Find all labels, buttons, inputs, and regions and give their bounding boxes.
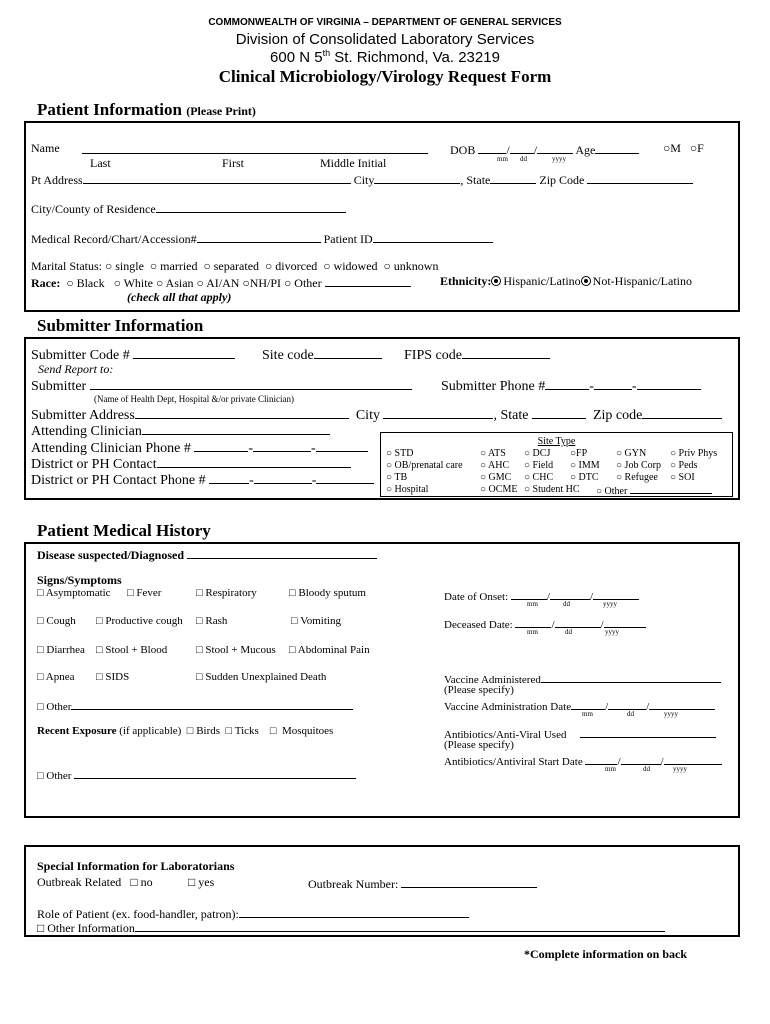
- symptom-abdominal-pain[interactable]: □ Abdominal Pain: [289, 644, 370, 656]
- medical-record-row: Medical Record/Chart/Accession# Patient ID: [31, 230, 493, 247]
- submitter-state-input[interactable]: [532, 406, 586, 419]
- symptom-other[interactable]: □ Other: [37, 697, 353, 713]
- onset-yyyy-input[interactable]: [593, 587, 639, 600]
- deceased-mm-input[interactable]: [515, 615, 551, 628]
- county-row: City/County of Residence: [31, 200, 346, 217]
- onset-mm-hint: mm: [527, 600, 538, 608]
- deceased-mm-hint: mm: [527, 628, 538, 636]
- first-hint: First: [222, 156, 245, 170]
- dob-label: DOB / / Age: [450, 141, 639, 158]
- exposure-birds[interactable]: □ Birds: [186, 725, 221, 737]
- submitter-zip-input[interactable]: [642, 406, 722, 419]
- site-type-col2[interactable]: ○ ATS ○ AHC ○ GMC ○ OCME: [480, 448, 518, 495]
- deceased-yyyy-hint: yyyy: [605, 628, 619, 636]
- signs-label: Signs/Symptoms: [37, 573, 122, 587]
- antibiotics-specify-hint: (Please specify): [444, 739, 514, 751]
- vaccine-mm-input[interactable]: [571, 697, 605, 710]
- middle-hint: Middle Initial: [320, 156, 387, 170]
- deceased-dd-input[interactable]: [555, 615, 601, 628]
- symptom-vomiting[interactable]: □ Vomiting: [291, 615, 341, 627]
- exposure-row: Recent Exposure (if applicable) □ Birds □ Ticks □ Mosquitoes: [37, 725, 334, 737]
- symptom-stool-blood[interactable]: □ Stool + Blood: [96, 644, 168, 656]
- antibiotics-mm-input[interactable]: [585, 752, 617, 765]
- vaccine-specify-hint: (Please specify): [444, 684, 514, 696]
- symptom-fever[interactable]: □ Fever: [127, 587, 162, 599]
- onset-mm-input[interactable]: [511, 587, 547, 600]
- antibiotics-date-row: Antibiotics/Antiviral Start Date / /: [444, 752, 722, 768]
- onset-yyyy-hint: yyyy: [603, 600, 617, 608]
- clinician-phone-line-input[interactable]: [316, 439, 368, 452]
- fips-input[interactable]: [462, 346, 550, 359]
- antibiotics-dd-input[interactable]: [621, 752, 661, 765]
- site-type-col5[interactable]: ○ GYN ○ Job Corp ○ Refugee: [616, 448, 661, 483]
- submitter-row: Submitter: [31, 377, 412, 395]
- dob-yyyy-hint: yyyy: [552, 155, 566, 163]
- race-row: Race: ○ Black ○ White ○ Asian ○ AI/AN ○NH/PI ○ Other: [31, 274, 411, 291]
- complete-back-note: *Complete information on back: [524, 947, 687, 961]
- dob-mm-hint: mm: [497, 155, 508, 163]
- submitter-address-input[interactable]: [135, 406, 349, 419]
- deceased-yyyy-input[interactable]: [604, 615, 646, 628]
- pt-city-input[interactable]: [374, 171, 460, 184]
- district-phone-prefix-input[interactable]: [254, 471, 312, 484]
- onset-dd-input[interactable]: [550, 587, 590, 600]
- medical-record-input[interactable]: [197, 230, 321, 243]
- agency-line: COMMONWEALTH OF VIRGINIA – DEPARTMENT OF GENERAL SERVICES: [208, 17, 562, 28]
- antibiotics-yyyy-input[interactable]: [664, 752, 722, 765]
- clinician-phone-row: Attending Clinician Phone # - -: [31, 439, 368, 457]
- antibiotics-yyyy-hint: yyyy: [673, 765, 687, 773]
- onset-row: Date of Onset: / /: [444, 587, 639, 603]
- dob-mm-input[interactable]: [478, 141, 506, 154]
- name-input[interactable]: [82, 141, 428, 154]
- symptom-apnea[interactable]: □ Apnea: [37, 671, 75, 683]
- vaccine-yyyy-input[interactable]: [649, 697, 715, 710]
- disease-input[interactable]: [187, 546, 377, 559]
- site-code-row: Site code: [262, 346, 382, 364]
- antibiotics-input[interactable]: [580, 725, 716, 738]
- antibiotics-mm-hint: mm: [605, 765, 616, 773]
- symptom-sudden-death[interactable]: □ Sudden Unexplained Death: [196, 671, 327, 683]
- outbreak-number-row: Outbreak Number:: [308, 875, 537, 892]
- vaccine-dd-input[interactable]: [608, 697, 646, 710]
- site-type-col3[interactable]: ○ DCJ ○ Field ○ CHC ○ Student HC: [524, 448, 580, 495]
- address-line: 600 N 5th St. Richmond, Va. 23219: [270, 48, 500, 66]
- patient-section-title: Patient Information (Please Print): [37, 100, 256, 119]
- clinician-row: Attending Clinician: [31, 422, 330, 440]
- exposure-other[interactable]: □ Other: [37, 766, 356, 782]
- marital-row: Marital Status: ○ single ○ married ○ separated ○ divorced ○ widowed ○ unknown: [31, 259, 439, 273]
- submitter-phone-prefix-input[interactable]: [594, 377, 632, 390]
- deceased-row: Deceased Date: / /: [444, 615, 646, 631]
- not-hispanic-radio[interactable]: [581, 276, 591, 286]
- dob-yyyy-input[interactable]: [537, 141, 573, 154]
- submitter-input[interactable]: [90, 377, 412, 390]
- special-title: Special Information for Laboratorians: [37, 859, 235, 873]
- hispanic-radio[interactable]: [491, 276, 501, 286]
- pt-state-input[interactable]: [490, 171, 536, 184]
- site-type-other[interactable]: ○ Other: [596, 484, 712, 497]
- site-code-input[interactable]: [314, 346, 382, 359]
- clinician-phone-area-input[interactable]: [194, 439, 248, 452]
- district-phone-area-input[interactable]: [209, 471, 249, 484]
- age-input[interactable]: [595, 141, 639, 154]
- submitter-section-title: Submitter Information: [37, 316, 204, 335]
- vaccine-row: Vaccine Administered: [444, 670, 721, 686]
- vaccine-yyyy-hint: yyyy: [664, 710, 678, 718]
- district-row: District or PH Contact: [31, 455, 351, 473]
- site-type-title: Site Type: [537, 436, 576, 447]
- symptom-productive-cough[interactable]: □ Productive cough: [96, 615, 183, 627]
- pt-address-row: Pt Address City , State Zip Code: [31, 171, 693, 188]
- site-type-col1[interactable]: ○ STD ○ OB/prenatal care ○ TB ○ Hospital: [386, 448, 463, 495]
- role-input[interactable]: [239, 905, 469, 918]
- onset-dd-hint: dd: [563, 600, 570, 608]
- antibiotics-dd-hint: dd: [643, 765, 650, 773]
- other-info-input[interactable]: [135, 919, 665, 932]
- exposure-other-input[interactable]: [74, 766, 356, 779]
- race-note: (check all that apply): [127, 290, 232, 304]
- site-type-col6[interactable]: ○ Priv Phys ○ Peds ○ SOI: [670, 448, 718, 483]
- deceased-dd-hint: dd: [565, 628, 572, 636]
- submitter-address-row: Submitter Address City , State Zip code: [31, 406, 722, 424]
- outbreak-number-input[interactable]: [401, 875, 537, 888]
- district-phone-line-input[interactable]: [316, 471, 374, 484]
- name-label: Name: [31, 141, 60, 155]
- submitter-phone-line-input[interactable]: [637, 377, 701, 390]
- submitter-city-input[interactable]: [383, 406, 493, 419]
- submitter-phone-row: Submitter Phone # - -: [441, 377, 701, 395]
- district-phone-row: District or PH Contact Phone # - -: [31, 471, 374, 489]
- submitter-phone-area-input[interactable]: [545, 377, 589, 390]
- county-input[interactable]: [156, 200, 346, 213]
- symptom-respiratory[interactable]: □ Respiratory: [196, 587, 257, 599]
- district-input[interactable]: [157, 455, 351, 468]
- vaccine-mm-hint: mm: [582, 710, 593, 718]
- outbreak-no-checkbox[interactable]: □ no: [130, 875, 153, 889]
- symptom-rash[interactable]: □ Rash: [196, 615, 228, 627]
- pt-zip-input[interactable]: [587, 171, 693, 184]
- fips-row: FIPS code: [404, 346, 550, 364]
- outbreak-row: Outbreak Related □ no: [37, 875, 153, 889]
- last-hint: Last: [90, 156, 111, 170]
- vaccine-date-row: Vaccine Administration Date / /: [444, 697, 715, 713]
- other-info-row[interactable]: □ Other Information: [37, 919, 665, 936]
- symptom-other-input[interactable]: [71, 697, 353, 710]
- form-title: Clinical Microbiology/Virology Request Form: [218, 67, 552, 86]
- symptom-cough[interactable]: □ Cough: [37, 615, 76, 627]
- site-type-col4[interactable]: ○FP ○ IMM ○ DTC: [570, 448, 600, 483]
- role-row: Role of Patient (ex. food-handler, patron):: [37, 905, 469, 922]
- clinician-phone-prefix-input[interactable]: [253, 439, 311, 452]
- site-type-other-input[interactable]: [630, 484, 712, 494]
- sex-options[interactable]: ○M ○F: [663, 141, 704, 155]
- history-section-title: Patient Medical History: [37, 521, 211, 540]
- submitter-name-note: (Name of Health Dept, Hospital &/or private Clinician): [94, 394, 294, 404]
- symptom-bloody-sputum[interactable]: □ Bloody sputum: [289, 587, 366, 599]
- submitter-code-input[interactable]: [133, 346, 235, 359]
- race-other-input[interactable]: [325, 274, 411, 287]
- disease-row: Disease suspected/Diagnosed: [37, 546, 377, 563]
- outbreak-yes-checkbox[interactable]: □ yes: [188, 875, 215, 889]
- dob-dd-hint: dd: [520, 155, 527, 163]
- clinician-input[interactable]: [142, 422, 330, 435]
- exposure-ticks[interactable]: □ Ticks: [225, 725, 259, 737]
- vaccine-input[interactable]: [541, 670, 721, 683]
- dob-dd-input[interactable]: [510, 141, 534, 154]
- symptom-diarrhea[interactable]: □ Diarrhea: [37, 644, 85, 656]
- exposure-mosquitoes[interactable]: □ Mosquitoes: [269, 725, 334, 737]
- submitter-code-row: Submitter Code #: [31, 346, 235, 364]
- ethnicity-row: Ethnicity: Hispanic/Latino Not-Hispanic/Latino: [440, 274, 692, 288]
- symptom-asymptomatic[interactable]: □ Asymptomatic: [37, 587, 111, 599]
- pt-address-input[interactable]: [83, 171, 351, 184]
- patient-id-input[interactable]: [373, 230, 493, 243]
- antibiotics-row: Antibiotics/Anti-Viral Used: [444, 725, 716, 741]
- vaccine-dd-hint: dd: [627, 710, 634, 718]
- send-report-label: Send Report to:: [38, 362, 114, 376]
- division-line: Division of Consolidated Laboratory Services: [235, 31, 535, 48]
- symptom-stool-mucous[interactable]: □ Stool + Mucous: [196, 644, 276, 656]
- symptom-sids[interactable]: □ SIDS: [96, 671, 130, 683]
